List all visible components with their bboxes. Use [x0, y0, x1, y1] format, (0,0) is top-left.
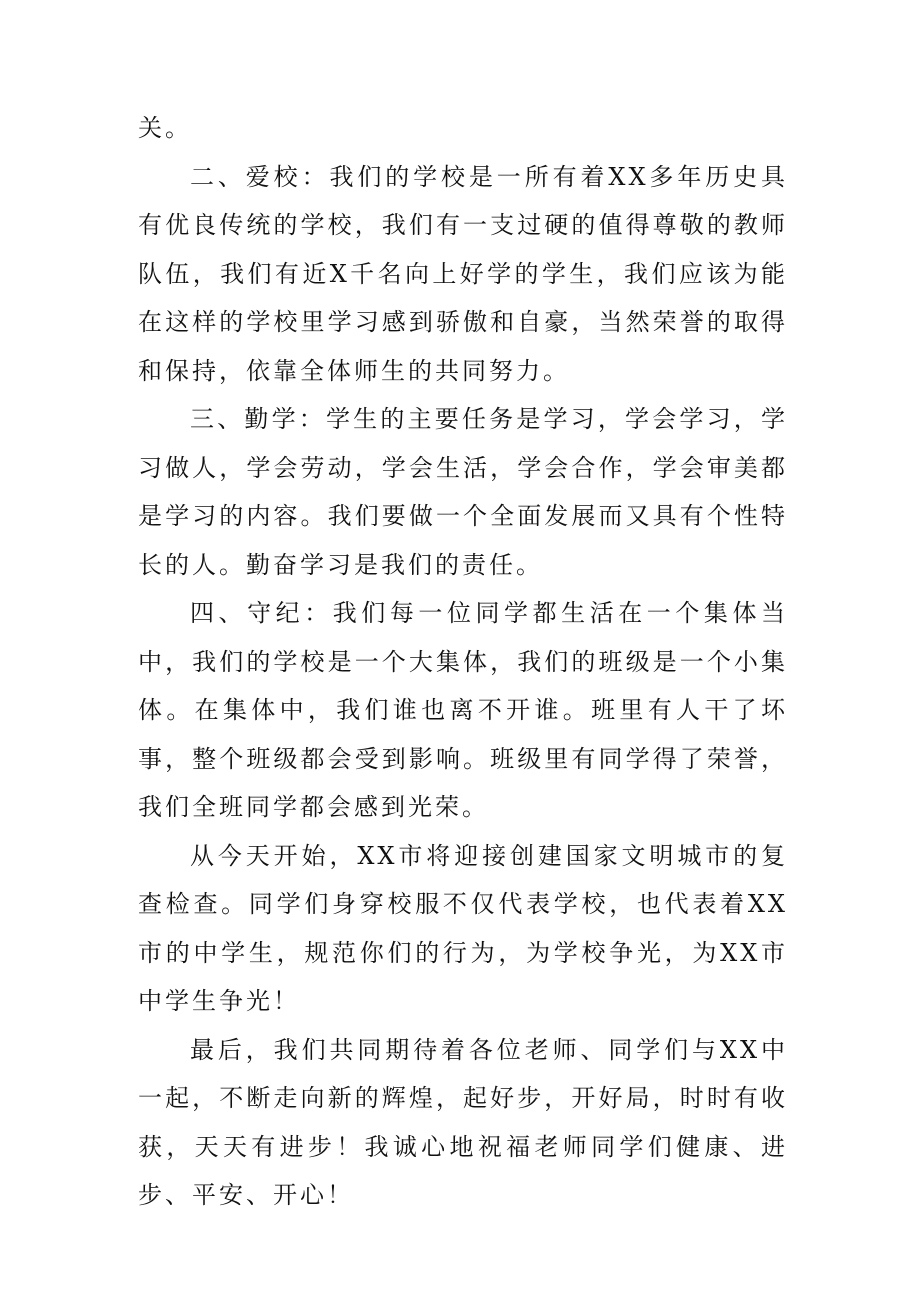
- paragraph-civilized-city: 从今天开始，XX市将迎接创建国家文明城市的复查检查。同学们身穿校服不仅代表学校，也代表着XX市的中学生，规范你们的行为，为学校争光，为XX市中学生争光！: [138, 841, 788, 1015]
- document-body: [138, 104, 788, 1220]
- paragraph-discipline: 四、守纪：我们每一位同学都生活在一个集体当中，我们的学校是一个大集体，我们的班级是一个小集体。在集体中，我们谁也离不开谁。班里有人干了坏事，整个班级都会受到影响。班级里有同学得了荣誉，我们全班同学都会感到光荣。: [138, 599, 788, 821]
- paragraph-love-school: 二、爱校：我们的学校是一所有着XX多年历史具有优良传统的学校，我们有一支过硬的值得尊敬的教师队伍，我们有近X千名向上好学的学生，我们应该为能在这样的学校里学习感到骄傲和自豪，当然荣誉的取得和保持，依靠全体师生的共同努力。: [138, 162, 788, 385]
- paragraph-closing-wishes: 最后，我们共同期待着各位老师、同学们与XX中一起，不断走向新的辉煌，起好步，开好局，时时有收获，天天有进步！我诚心地祝福老师同学们健康、进步、平安、开心！: [138, 1035, 788, 1209]
- paragraph-diligent-study: 三、勤学：学生的主要任务是学习，学会学习，学习做人，学会劳动，学会生活，学会合作，学会审美都是学习的内容。我们要做一个全面发展而又具有个性特长的人。勤奋学习是我们的责任。: [138, 405, 788, 579]
- paragraph-continuation: 关。: [138, 114, 192, 142]
